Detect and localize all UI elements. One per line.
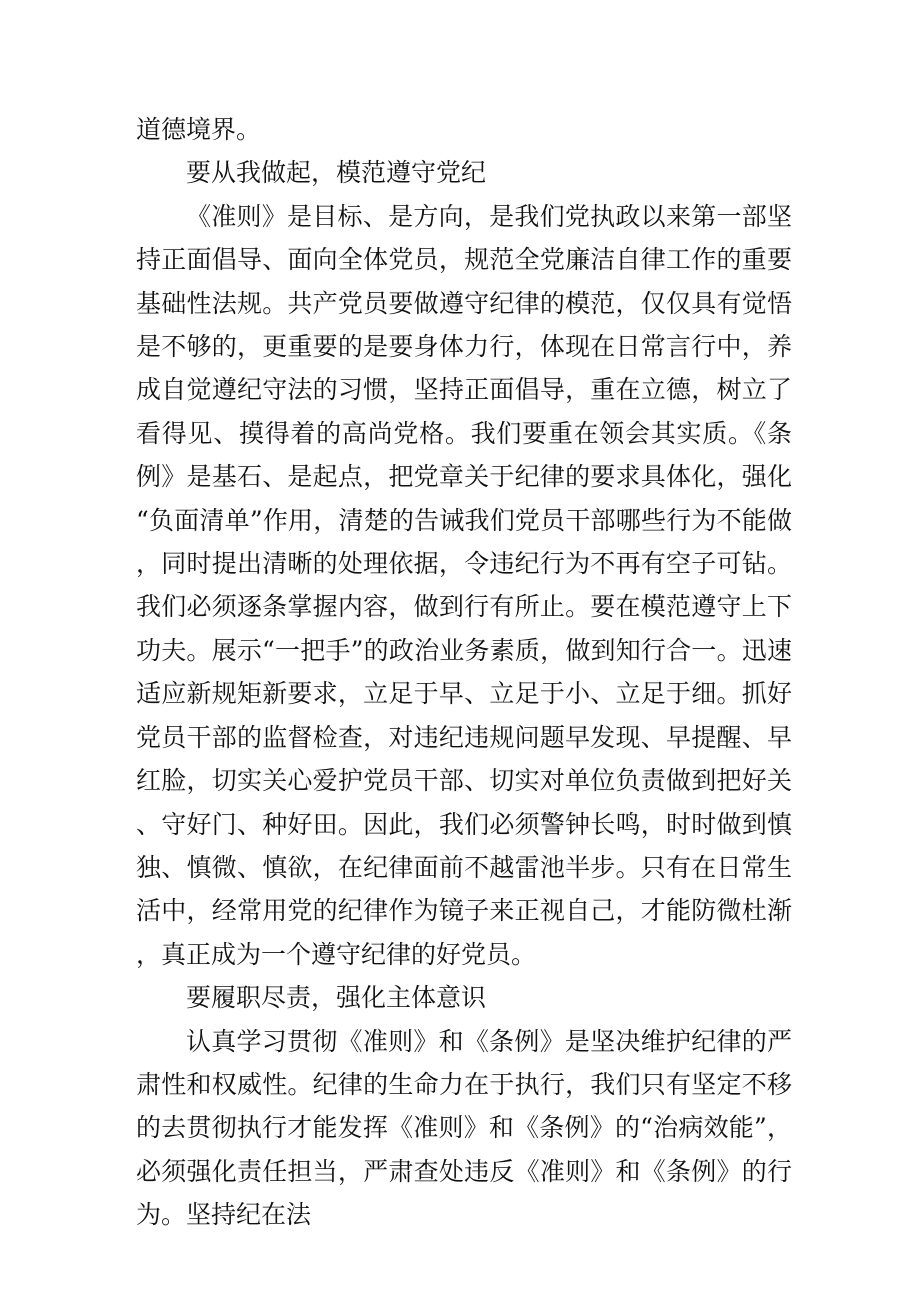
paragraph-fulfill-duties: 认真学习贯彻《准则》和《条例》是坚决维护纪律的严肃性和权威性。纪律的生命力在于执行，我们只有坚定不移的去贯彻执行才能发挥《准则》和《条例》的“治病效能”，必须强化责任担当，严肃查处违反《准则》和《条例》的行为。坚持纪在法: [136, 1026, 792, 1230]
section-heading-lead-by-example: 要从我做起，模范遵守党纪: [186, 158, 487, 188]
paragraph-lead-by-example: 《准则》是目标、是方向，是我们党执政以来第一部坚持正面倡导、面向全体党员，规范全党廉洁自律工作的重要基础性法规。共产党员要做遵守纪律的模范，仅仅具有觉悟是不够的，更重要的是要身体力行，体现在日常言行中，养成自觉遵纪守法的习惯，坚持正面倡导，重在立德，树立了看得见、摸得着的高尚党格。我们要重在领会其实质。《条例》是基石、是起点，把党章关于纪律的要求具体化，强化“负面清单”作用，清楚的告诫我们党员干部哪些行为不能做，同时提出清晰的处理依据，令违纪行为不再有空子可钻。我们必须逐条掌握内容，做到行有所止。要在模范遵守上下功夫。展示“一把手”的政治业务素质，做到知行合一。迅速适应新规矩新要求，立足于早、立足于小、立足于细。抓好党员干部的监督检查，对违纪违规问题早发现、早提醒、早红脸，切实关心爱护党员干部、切实对单位负责做到把好关、守好门、种好田。因此，我们必须警钟长鸣，时时做到慎独、慎微、慎欲，在纪律面前不越雷池半步。只有在日常生活中，经常用党的纪律作为镜子来正视自己，才能防微杜渐，真正成为一个遵守纪律的好党员。: [136, 201, 792, 969]
section-heading-fulfill-duties: 要履职尽责，强化主体意识: [186, 983, 487, 1013]
paragraph-continuation: 道德境界。: [136, 115, 262, 144]
